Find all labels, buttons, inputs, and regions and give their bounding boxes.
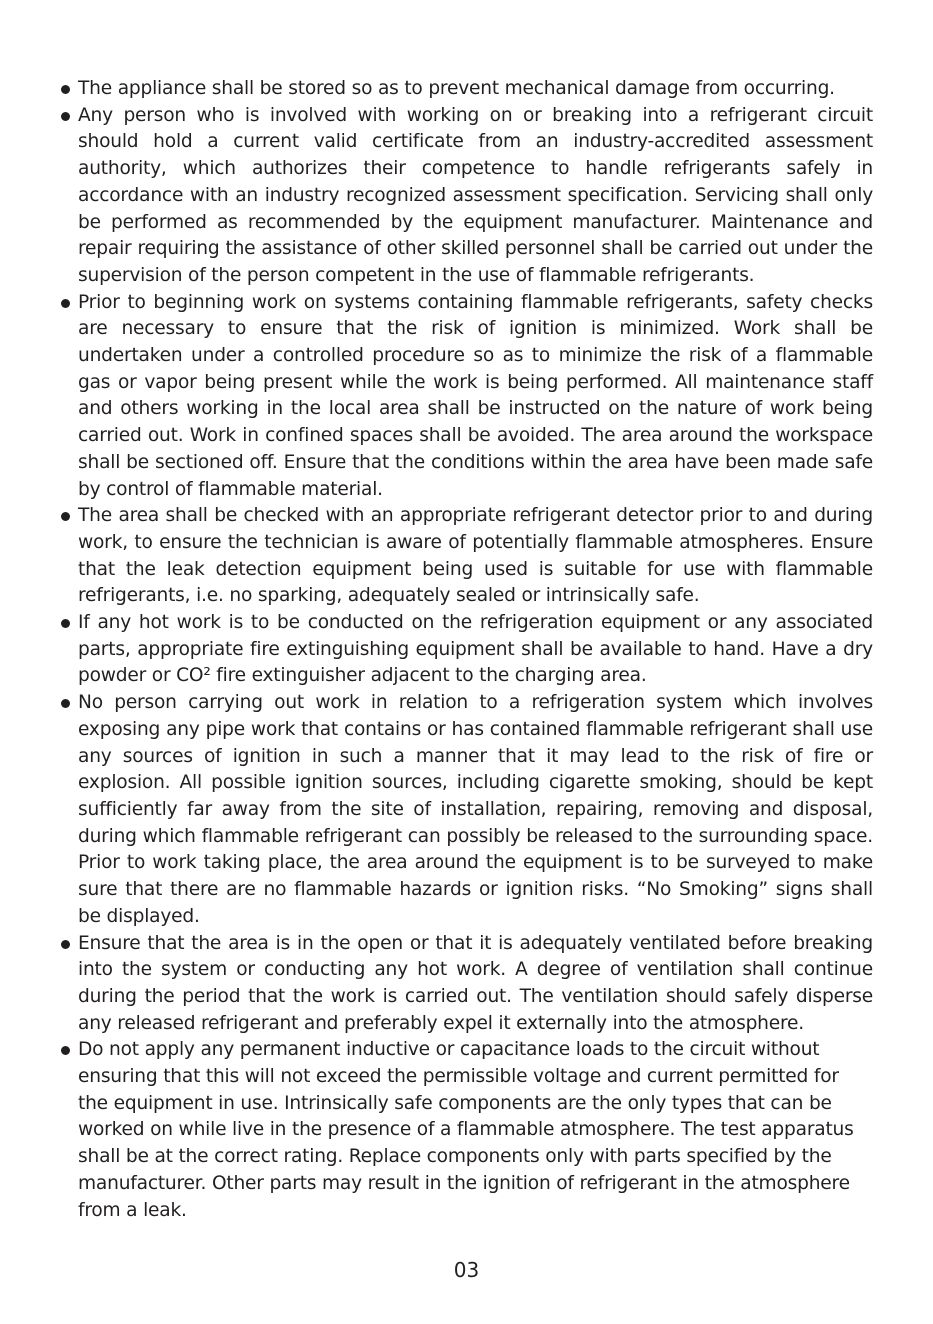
list-item	[0, 503, 933, 610]
list-item	[0, 290, 933, 504]
list-item	[0, 610, 933, 690]
list-item-text: Ensure that the area is in the open or that it is adequately ventilated before breaking into the system or conducting any hot work. A degree of ventilation shall continue during the period that the work is carried out. The ventilation should safely disperse any released refrigerant and preferably expel it externally into the atmosphere.	[78, 932, 873, 1034]
list-item-text: If any hot work is to be conducted on the refrigeration equipment or any associated parts, appropriate fire extinguishing equipment shall be available to hand. Have a dry powder or CO² fire extinguisher adjacent to the charging area.	[78, 612, 873, 687]
bullet-dot-icon	[61, 940, 70, 949]
list-item-text: The appliance shall be stored so as to prevent mechanical damage from occurring.	[78, 78, 835, 99]
bullet-dot-icon	[61, 299, 70, 308]
list-item-text: Do not apply any permanent inductive or capacitance loads to the circuit without ensuring that this will not exceed the permissible voltage and current permitted for the equipment in use. Intrinsically safe components are the only types that can be worked on while live in the presence of a flammable atmosphere. The test apparatus shall be at the correct rating. Replace components only with parts specified by the manufacturer. Other parts may result in the ignition of refrigerant in the atmosphere from a leak.	[78, 1039, 854, 1221]
safety-instructions-list	[0, 76, 933, 1224]
list-item	[0, 1037, 933, 1224]
bullet-dot-icon	[61, 699, 70, 708]
list-item-text: Any person who is involved with working on or breaking into a refrigerant circuit should hold a current valid certificate from an industry-accredited assessment authority, which authorizes their competence to handle refrigerants safely in accordance with an industry recognized assessment specification. Servicing shall only be performed as recommended by the equipment manufacturer. Maintenance and repair requiring the assistance of other skilled personnel shall be carried out under the supervision of the person competent in the use of flammable refrigerants.	[78, 104, 873, 286]
page-number: 03	[453, 1258, 480, 1282]
bullet-dot-icon	[61, 512, 70, 521]
bullet-dot-icon	[61, 1046, 70, 1055]
list-item	[0, 76, 933, 103]
bullet-dot-icon	[61, 85, 70, 94]
bullet-dot-icon	[61, 619, 70, 628]
list-item-text: No person carrying out work in relation to a refrigeration system which involves exposing any pipe work that contains or has contained flammable refrigerant shall use any sources of ignition in such a manner that it may lead to the risk of fire or explosion. All possible ignition sources, including cigarette smoking, should be kept sufficiently far away from the site of installation, repairing, removing and disposal, during which flammable refrigerant can possibly be released to the surrounding space. Prior to work taking place, the area around the equipment is to be surveyed to make sure that there are no flammable hazards or ignition risks. “No Smoking” signs shall be displayed.	[78, 692, 873, 927]
list-item-text: The area shall be checked with an appropriate refrigerant detector prior to and during work, to ensure the technician is aware of potentially flammable atmospheres. Ensure that the leak detection equipment being used is suitable for use with flammable refrigerants, i.e. no sparking, adequately sealed or intrinsically safe.	[78, 505, 873, 607]
bullet-dot-icon	[61, 112, 70, 121]
list-item	[0, 931, 933, 1038]
list-item	[0, 690, 933, 930]
list-item	[0, 103, 933, 290]
list-item-text: Prior to beginning work on systems containing flammable refrigerants, safety checks are necessary to ensure that the risk of ignition is minimized. Work shall be undertaken under a controlled procedure so as to minimize the risk of a flammable gas or vapor being present while the work is being performed. All maintenance staff and others working in the local area shall be instructed on the nature of work being carried out. Work in confined spaces shall be avoided. The area around the workspace shall be sectioned off. Ensure that the conditions within the area have been made safe by control of flammable material.	[78, 291, 873, 500]
